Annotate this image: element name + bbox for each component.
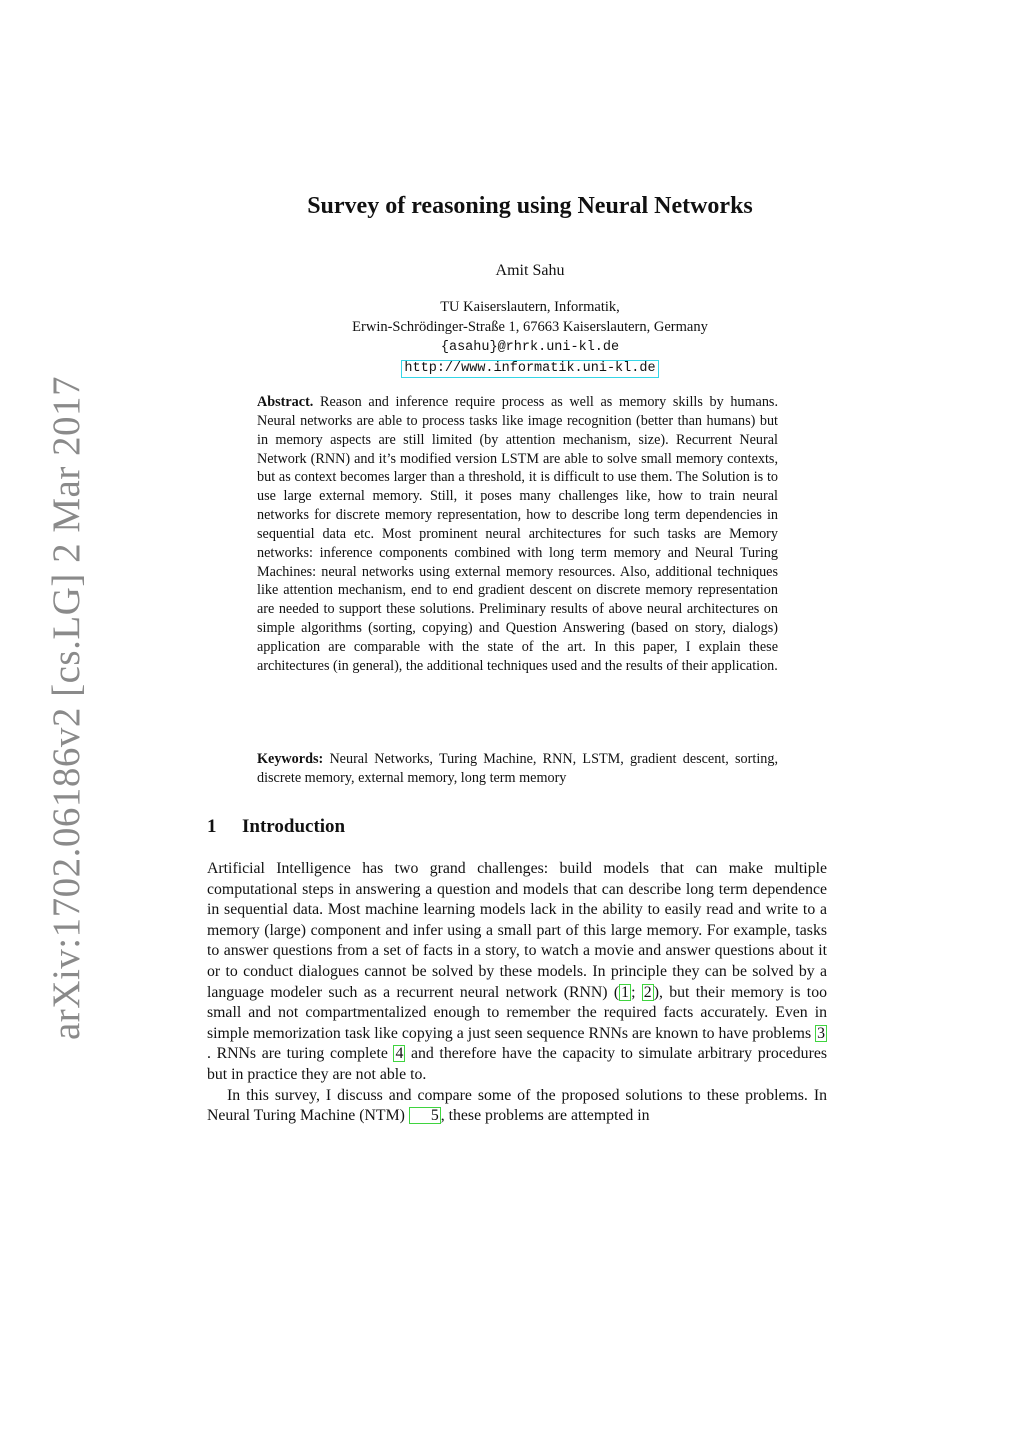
affiliation-institution: TU Kaiserslautern, Informatik, <box>440 299 620 315</box>
arxiv-identifier: arXiv:1702.06186v2 [cs.LG] 2 Mar 2017 <box>45 375 88 1040</box>
abstract-label: Abstract. <box>257 394 314 410</box>
keywords-label: Keywords: <box>257 751 324 767</box>
section-heading-introduction <box>207 816 345 838</box>
abstract-text: Reason and inference require process as well as memory skills by humans. Neural networks are able to process tasks like image recognition (better than humans) but in memory aspects are still limited (by attention mechanism, size). Recurrent Neural Network (RNN) and it’s modified version LSTM are able to solve small memory contexts, but as context becomes larger than a threshold, it is difficult to use them. The Solution is to use large external memory. Still, it poses many challenges like, how to train neural networks for discrete memory representation, how to describe long term dependencies in sequential data etc. Most prominent neural architectures for such tasks are Memory networks: inference components combined with long term memory and Neural Turing Machines: neural networks using external memory resources. Also, additional techniques like attention mechanism, end to end gradient descent on discrete memory representation are needed to support these solutions. Preliminary results of above neural architectures on simple algorithms (sorting, copying) and Question Answering (based on story, dialogs) application are comparable with the state of the art. In this paper, I explain these architectures (in general), the additional techniques used and the results of their application. <box>257 394 779 674</box>
citation-link[interactable]: 4 <box>395 1045 404 1063</box>
section-number: 1 <box>207 816 217 837</box>
keywords-text: Neural Networks, Turing Machine, RNN, LSTM, gradient descent, sorting, discrete memory, external memory, long term memory <box>257 751 778 786</box>
citation-link[interactable]: 2 <box>643 983 652 1001</box>
author-email: {asahu}@rhrk.uni-kl.de <box>440 340 620 355</box>
affiliation-address: Erwin-Schrödinger-Straße 1, 67663 Kaiserslautern, Germany <box>352 318 708 335</box>
citation-link[interactable]: 3 <box>817 1024 825 1042</box>
paragraph: Artificial Intelligence has two grand challenges: build models that can make multiple computational steps in answering a question and models that can describe long term dependence in sequential data. Most machine learning models lack in the ability to easily read and write to a memory (large) component and infer using a small part of this large memory. For example, tasks to answer questions from a set of facts in a story, to watch a movie and answer questions about it or to conduct dialogues cannot be solved by these models. In principle they can be solved by a language modeler such as a recurrent neural network (RNN) ( 1 ; 2 ), but their memory is too small and not compartmentalized enough to remember the required facts accurately. Even in simple memorization task like copying a just seen sequence RNNs are known to have problems 3. RNNs are turing complete 4 and therefore have the capacity to simulate arbitrary procedures but in practice they are not able to. <box>207 860 827 1083</box>
paper-title: Survey of reasoning using Neural Networks <box>307 193 753 219</box>
author-name: Amit Sahu <box>495 262 565 279</box>
citation-link[interactable]: 1 <box>621 983 630 1001</box>
introduction-body <box>207 859 827 1127</box>
abstract <box>257 393 778 676</box>
citation-link[interactable]: 5 <box>409 1107 441 1124</box>
institution-url-link[interactable]: http://www.informatik.uni-kl.de <box>401 360 658 378</box>
keywords <box>257 750 778 788</box>
paragraph: In this survey, I discuss and compare some of the proposed solutions to these problems. In Neural Turing Machine (NTM) 5 , these problems are attempted in <box>207 1086 827 1125</box>
affiliation-block <box>200 298 860 378</box>
section-title: Introduction <box>242 816 346 837</box>
